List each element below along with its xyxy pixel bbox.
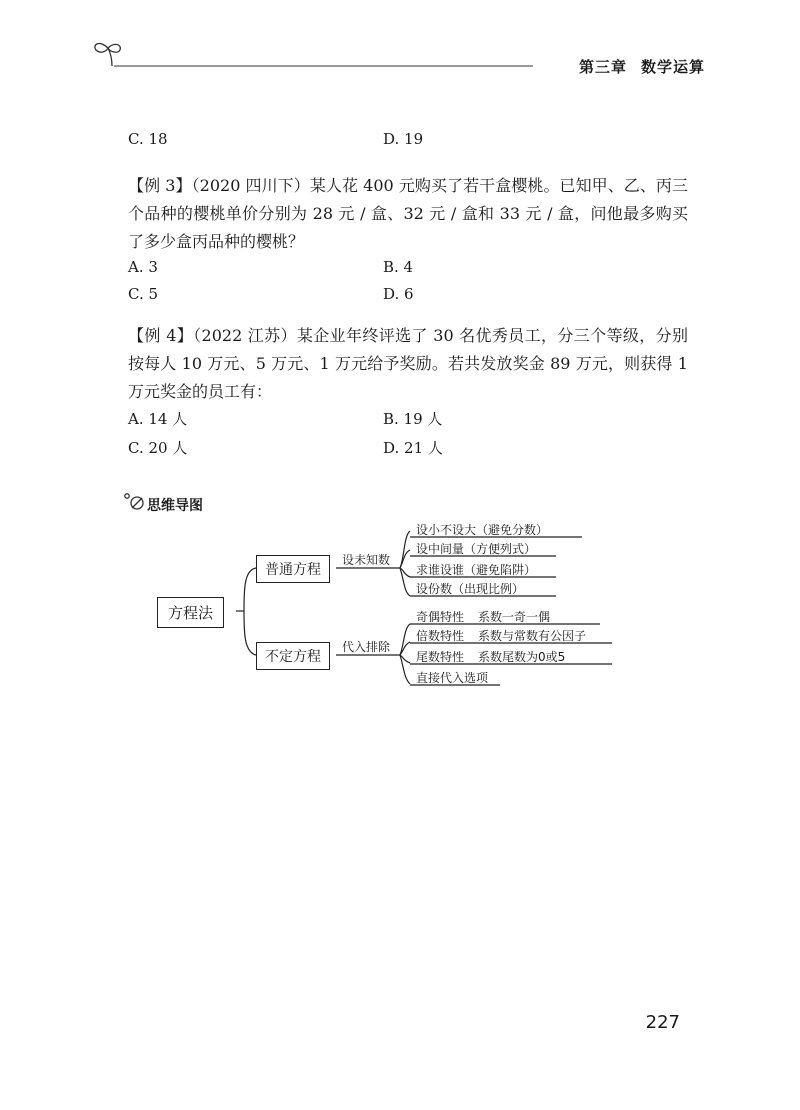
mindmap-icon [125,494,143,509]
leaf-name: 尾数特性 [416,650,465,664]
branch-1-method: 设未知数 [342,553,391,567]
example-4-tag: 【例 4】 [128,326,194,345]
mindmap-branch-1: 普通方程 [256,555,330,583]
leaf-desc: 系数尾数为0或5 [478,650,566,664]
leaf-name: 直接代入选项 [416,671,489,685]
branch-1-leaf: 设中间量（方便列式） [416,542,537,556]
prev-option-c: C. 18 [128,130,168,148]
branch-2-leaf [416,608,550,625]
branch-1-leaf: 设小不设大（避免分数） [416,523,549,537]
example-4-option-a: A. 14 人 [128,410,188,428]
example-3-option-b: B. 4 [383,258,414,276]
example-4-option-c: C. 20 人 [128,439,188,457]
chapter-title: 数学运算 [640,58,705,76]
chapter-number: 第三章 [578,58,627,76]
leaf-desc: 系数与常数有公因子 [478,629,587,643]
example-3-option-c: C. 5 [128,285,159,303]
leaf-name: 奇偶特性 [416,610,465,624]
branch-1-leaf: 设份数（出现比例） [416,582,525,596]
example-3-tag: 【例 3】 [128,176,192,195]
leaf-desc: 系数一奇一偶 [478,610,551,624]
example-3-option-d: D. 6 [383,285,414,303]
sprout-icon [95,44,120,66]
branch-1-leaf: 求谁设谁（避免陷阱） [416,563,537,577]
example-4-question [128,322,688,406]
chapter-header [579,56,705,77]
mindmap-branch-2: 不定方程 [256,642,330,670]
branch-2-method: 代入排除 [342,640,391,654]
branch-2-leaf [416,627,586,644]
branch-2-leaf [416,669,488,686]
example-3-text: （2020 四川下）某人花 400 元购买了若干盒樱桃。已知甲、乙、丙三个品种的樱桃单价分别为 28 元 / 盒、32 元 / 盒和 33 元 / 盒，问他最多购买了多少盒丙品种的樱桃？ [128,176,688,251]
example-4-text: （2022 江苏）某企业年终评选了 30 名优秀员工，分三个等级，分别按每人 10 万元、5 万元、1 万元给予奖励。若共发放奖金 89 万元，则获得 1 万元奖金的员工有： [128,326,688,401]
branch-2-leaf [416,648,565,665]
example-4-option-d: D. 21 人 [383,439,443,457]
mindmap-root: 方程法 [157,597,224,628]
prev-option-d: D. 19 [383,130,424,148]
example-3-option-a: A. 3 [128,258,158,276]
example-3-question [128,172,688,256]
leaf-name: 倍数特性 [416,629,465,643]
page-number: 227 [645,1012,680,1033]
example-4-option-b: B. 19 人 [383,410,443,428]
mindmap-title: 思维导图 [147,498,203,514]
